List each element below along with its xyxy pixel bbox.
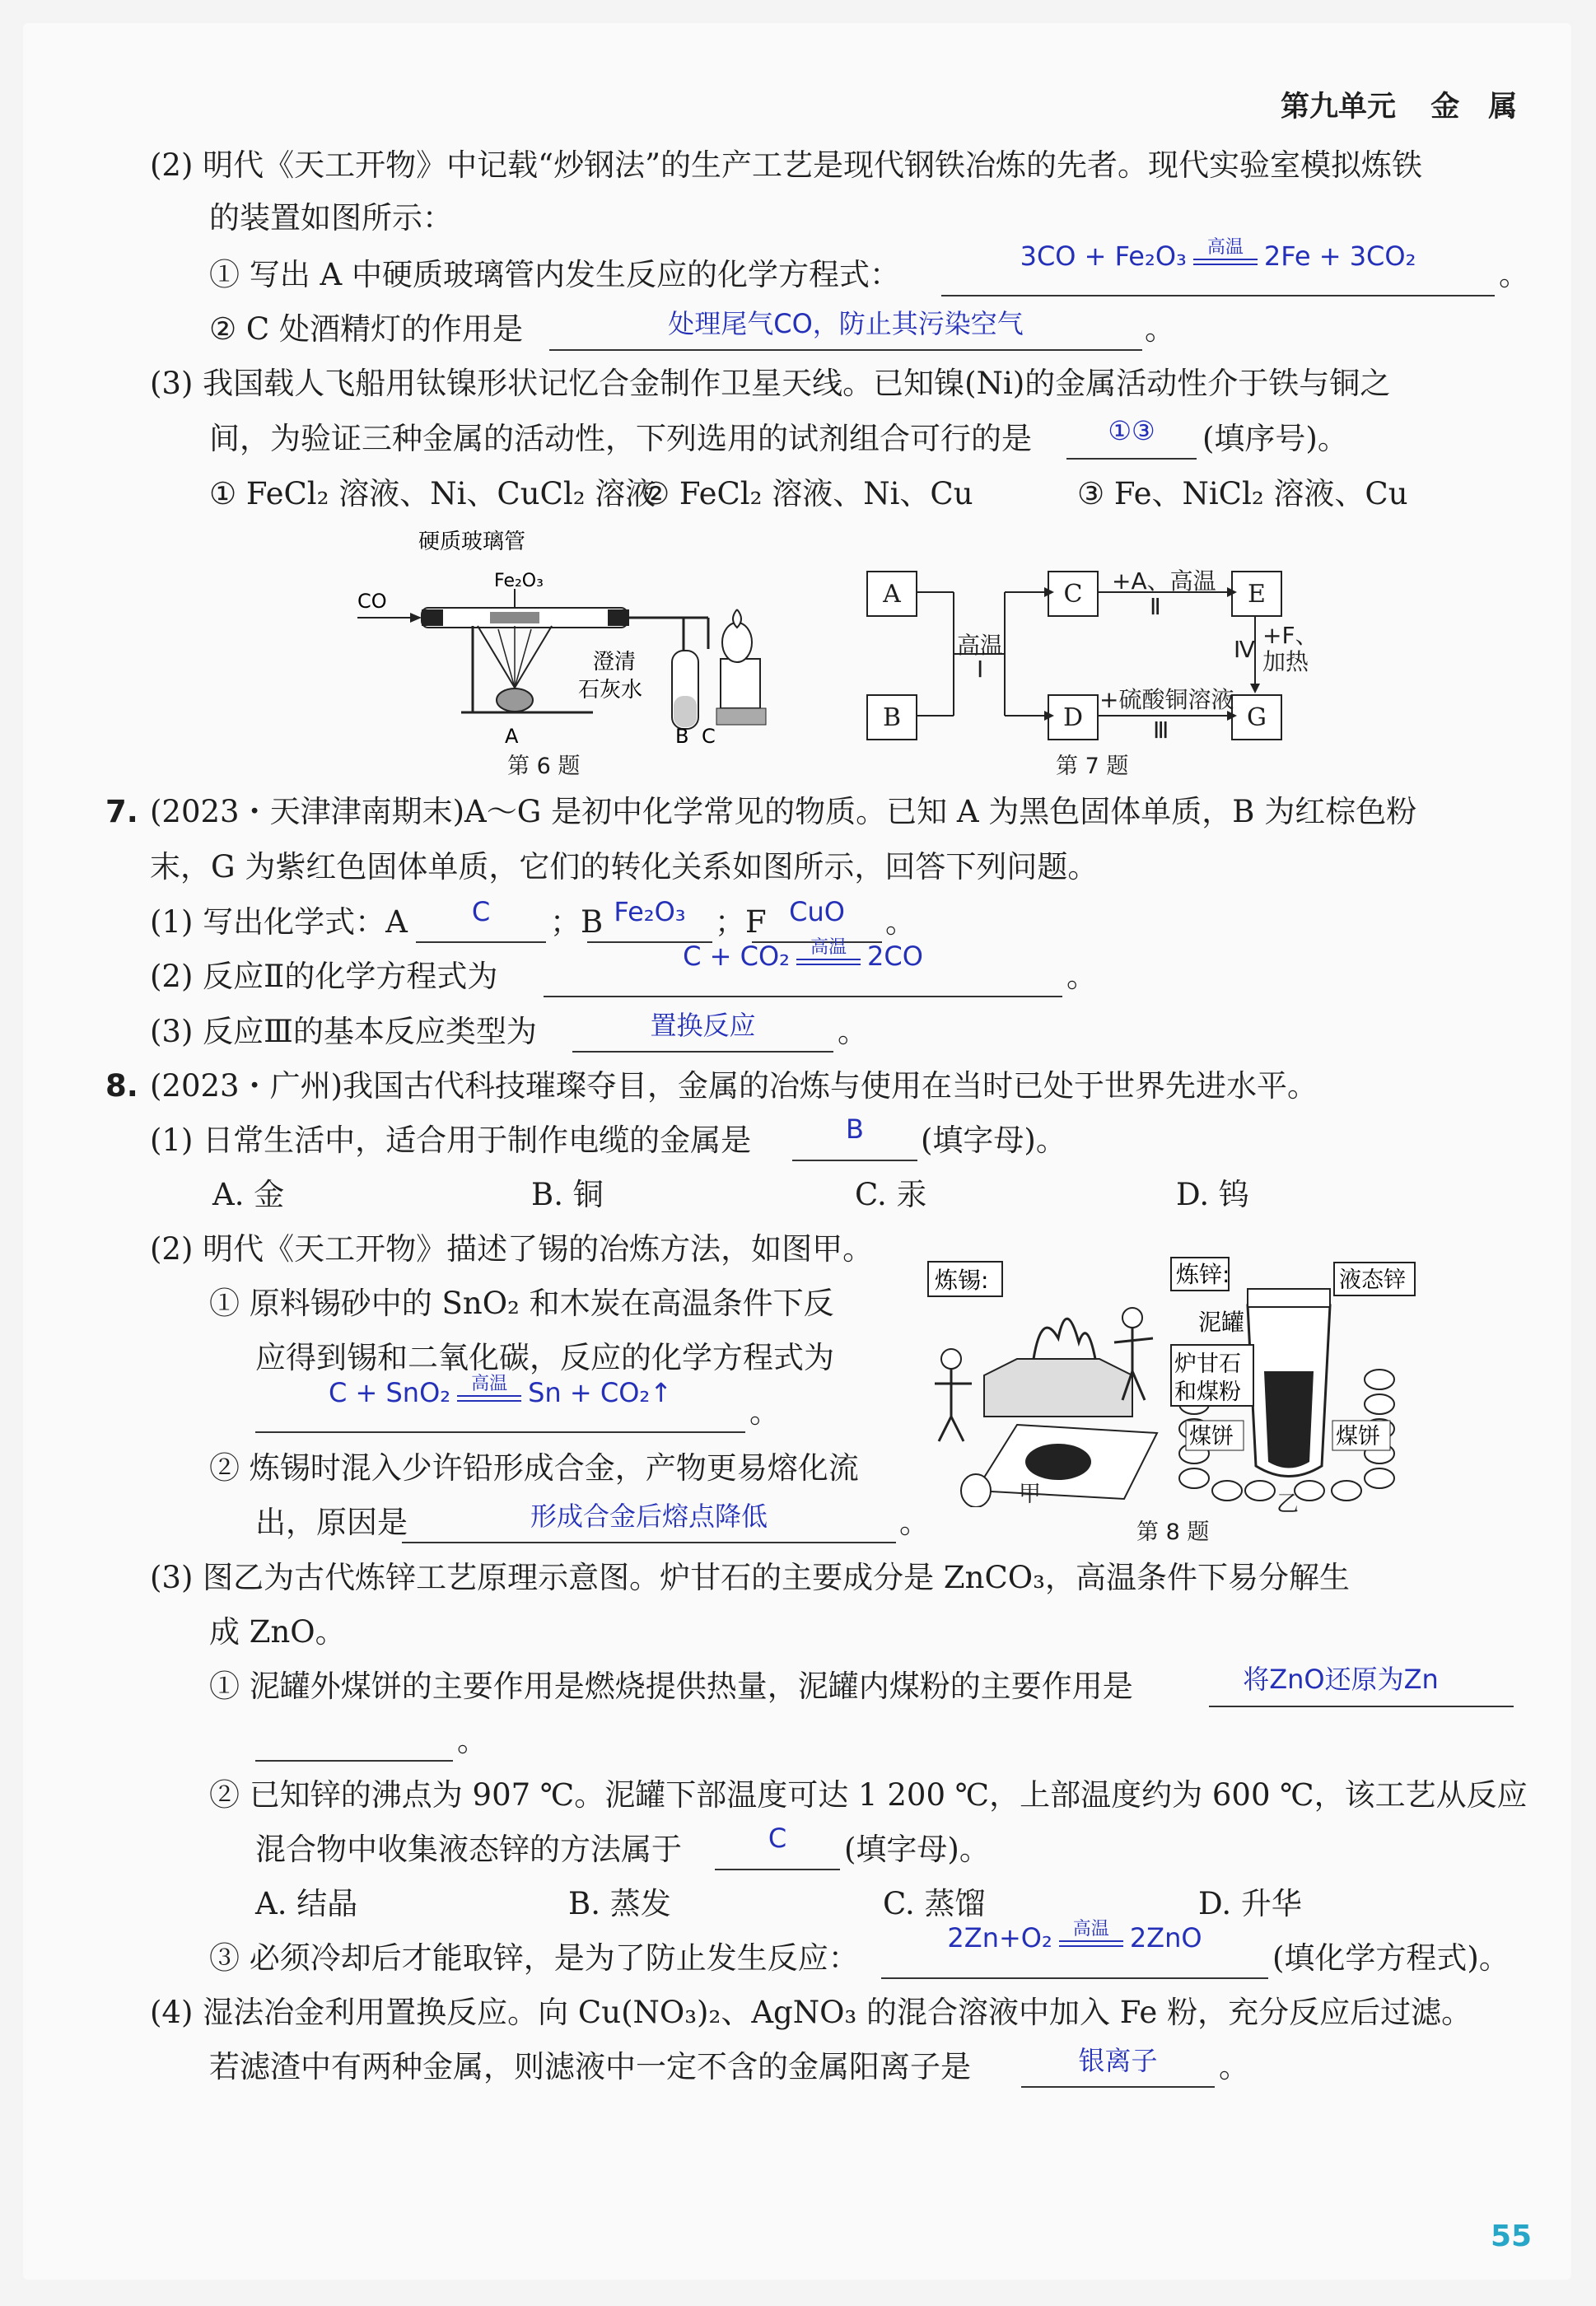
- q8-part2-sub1-line1: ① 原料锡砂中的 SnO₂ 和木炭在高温条件下反: [209, 1286, 834, 1321]
- q8-part3-sub2-line1: ② 已知锌的沸点为 907 ℃。泥罐下部温度可达 1 200 ℃，上部温度约为 600 ℃，该工艺从反应: [209, 1777, 1528, 1813]
- q6-part3-line1: (3) 我国载人飞船用钛镍形状记忆合金制作卫星天线。已知镍(Ni)的金属活动性介于铁与铜之: [150, 366, 1391, 401]
- q8-part3-sub2-answer: C: [768, 1823, 787, 1854]
- q8-part3-sub2-option-d: D. 升华: [1198, 1886, 1302, 1921]
- q6-part3-line2: 间，为验证三种金属的活动性，下列选用的试剂组合可行的是: [209, 421, 1032, 456]
- fig8-yi-mix-line2: 和煤粉: [1174, 1379, 1241, 1405]
- fig7-r4-cond2: 加热: [1262, 648, 1309, 675]
- q7-line1: (2023・天津津南期末)A～G 是初中化学常见的物质。已知 A 为黑色固体单质，B 为红棕色粉: [150, 794, 1417, 829]
- fig8-caption: 第 8 题: [1136, 1519, 1210, 1545]
- fig7-r2-cond: +A、高温: [1112, 567, 1216, 595]
- q7-part1-end: 。: [885, 904, 916, 940]
- fig7-r4-cond1: +F、: [1262, 622, 1318, 649]
- eq-right: 2ZnO: [1129, 1922, 1202, 1954]
- fig6-label-tube: 硬质玻璃管: [418, 530, 526, 554]
- fig8-yi-label: 乙: [1276, 1491, 1299, 1517]
- fig6-label-fe2o3: Fe₂O₃: [494, 571, 544, 591]
- fig6-label-limewater-2: 石灰水: [578, 678, 643, 703]
- fig8-jia-illustration: [926, 1260, 1165, 1507]
- q7-part3-blank: [572, 1051, 833, 1053]
- q8-part4-line2: 若滤渣中有两种金属，则滤液中一定不含的金属阳离子是: [209, 2049, 971, 2084]
- eq-condition: 高温: [471, 1374, 508, 1394]
- q6-sub2-blank: [549, 349, 1142, 351]
- q7-part3-text: (3) 反应Ⅲ的基本反应类型为: [150, 1014, 537, 1049]
- fig7-r3-num: Ⅲ: [1153, 717, 1169, 744]
- q8-part3-sub3-tail: (填化学方程式)。: [1272, 1940, 1510, 1976]
- q7-line2: 末，G 为紫红色固体单质，它们的转化关系如图所示，回答下列问题。: [150, 849, 1099, 885]
- fig7-box-d: D: [1048, 694, 1099, 740]
- q6-sub1-period: 。: [1499, 257, 1529, 292]
- q8-line1: (2023・广州)我国古代科技璀璨夺目，金属的冶炼与使用在当时已处于世界先进水平。: [150, 1068, 1318, 1104]
- fig6-caption: 第 6 题: [507, 754, 581, 779]
- q7-part1-text: (1) 写出化学式：A: [150, 904, 408, 940]
- fig7-box-g: G: [1231, 694, 1282, 740]
- q8-part3-sub2-option-b: B. 蒸发: [568, 1886, 671, 1921]
- q6-part2-line2: 的装置如图所示：: [209, 200, 453, 236]
- q6-sub2-period: 。: [1145, 311, 1175, 347]
- fig8-yi-coal-right: 煤饼: [1336, 1424, 1380, 1449]
- q8-part1-text: (1) 日常生活中，适合用于制作电缆的金属是: [150, 1123, 752, 1158]
- q8-part1-tail: (填字母)。: [921, 1123, 1066, 1158]
- q8-part1-answer: B: [846, 1113, 864, 1145]
- q7-answer-f: CuO: [789, 896, 845, 927]
- q8-part3-sub3-text: ③ 必须冷却后才能取锌，是为了防止发生反应：: [209, 1940, 859, 1976]
- fig6-label-a: A: [505, 725, 519, 748]
- q8-part2-sub2-line1: ② 炼锡时混入少许铅形成合金，产物更易熔化流: [209, 1450, 859, 1486]
- q8-part2-sub2-blank: [402, 1542, 896, 1543]
- q6-part3-answer: ①③: [1108, 415, 1155, 446]
- fig7-box-e: E: [1231, 571, 1282, 617]
- q6-sub2-answer: 处理尾气CO，防止其污染空气: [668, 308, 1024, 339]
- q8-part3-sub2-line2: 混合物中收集液态锌的方法属于: [255, 1832, 682, 1867]
- q7-number: 7.: [105, 794, 138, 829]
- fig8-jia-label: 甲: [1019, 1482, 1041, 1507]
- q8-part4-blank: [1021, 2086, 1215, 2088]
- page-number: 55: [1491, 2220, 1533, 2253]
- fig7-box-a: A: [866, 571, 917, 617]
- q8-part2-text: (2) 明代《天工开物》描述了锡的冶炼方法，如图甲。: [150, 1231, 874, 1267]
- fig6-apparatus: [346, 527, 774, 766]
- fig6-label-c: C: [702, 725, 716, 748]
- q6-sub1-blank: [941, 295, 1495, 296]
- q7-part3-end: 。: [838, 1014, 868, 1049]
- fig8-yi-mix-line1: 炉甘石: [1174, 1351, 1241, 1377]
- q7-answer-b: Fe₂O₃: [614, 896, 686, 927]
- q6-part2-line1: (2) 明代《天工开物》中记载“炒钢法”的生产工艺是现代钢铁冶炼的先者。现代实验室模拟炼铁: [150, 147, 1423, 183]
- q7-part2-end: 。: [1066, 959, 1097, 994]
- q8-part2-sub1-answer: [255, 1375, 745, 1408]
- q8-part2-sub2-answer: 形成合金后熔点降低: [530, 1501, 768, 1532]
- eq-left: C + SnO₂: [328, 1377, 451, 1408]
- eq-right: 2CO: [866, 941, 923, 972]
- q8-part3-sub1-blank-2: [255, 1760, 453, 1762]
- q8-part2-sub2-end: 。: [899, 1505, 930, 1540]
- q8-part3-sub2-tail: (填字母)。: [844, 1832, 990, 1867]
- fig7-box-c: C: [1048, 571, 1099, 617]
- q6-option-1: ① FeCl₂ 溶液、Ni、CuCl₂ 溶液: [209, 476, 656, 511]
- fig8-jia-title: 炼锡:: [935, 1267, 989, 1294]
- q8-part2-sub2-line2: 出，原因是: [255, 1505, 408, 1540]
- q8-part1-option-a: A. 金: [212, 1177, 285, 1212]
- fig7-r4-num: Ⅳ: [1234, 636, 1255, 663]
- unit-topic: 金 属: [1430, 91, 1518, 124]
- q7-part2-answer: [544, 939, 1062, 972]
- eq-left: C + CO₂: [683, 941, 790, 972]
- fig6-label-co: CO: [357, 590, 387, 613]
- q7-label-f: ；F: [715, 904, 767, 940]
- eq-condition: 高温: [1206, 237, 1244, 258]
- fig7-caption: 第 7 题: [1056, 754, 1129, 779]
- q6-option-3: ③ Fe、NiCl₂ 溶液、Cu: [1077, 476, 1408, 511]
- q8-part3-line2: 成 ZnO。: [209, 1614, 346, 1650]
- eq-right: Sn + CO₂↑: [528, 1377, 673, 1408]
- fig7-box-b: B: [866, 694, 917, 740]
- fig7-r2-num: Ⅱ: [1150, 593, 1161, 620]
- q8-part2-sub1-end: 。: [749, 1394, 780, 1430]
- q8-part4-line1: (4) 湿法冶金利用置换反应。向 Cu(NO₃)₂、AgNO₃ 的混合溶液中加入 Fe 粉，充分反应后过滤。: [150, 1995, 1472, 2030]
- q7-label-b: ；B: [550, 904, 604, 940]
- q8-part3-sub3-blank: [881, 1977, 1268, 1979]
- q8-part3-sub2-blank: [715, 1869, 840, 1870]
- eq-right: 2Fe + 3CO₂: [1263, 240, 1416, 272]
- q7-answer-a: C: [471, 896, 491, 927]
- q8-part3-line1: (3) 图乙为古代炼锌工艺原理示意图。炉甘石的主要成分是 ZnCO₃，高温条件下易分解生: [150, 1560, 1350, 1595]
- q8-part1-option-c: C. 汞: [855, 1177, 927, 1212]
- q6-part3-blank: [1066, 458, 1197, 460]
- eq-left: 2Zn+O₂: [947, 1922, 1052, 1954]
- unit-name: 第九单元: [1281, 91, 1397, 124]
- fig8-yi-coal-left: 煤饼: [1189, 1424, 1234, 1449]
- fig7-r3-cond: +硫酸铜溶液: [1099, 686, 1234, 713]
- q8-part3-sub3-answer: [881, 1921, 1268, 1954]
- fig8-yi-liquid-zinc: 液态锌: [1339, 1267, 1406, 1293]
- q8-part4-answer: 银离子: [1078, 2045, 1158, 2076]
- q8-part3-sub2-option-a: A. 结晶: [255, 1886, 358, 1921]
- fig7-r1-cond: 高温: [957, 632, 1004, 659]
- fig8-yi-illustration: [1169, 1256, 1416, 1503]
- q8-number: 8.: [105, 1068, 138, 1104]
- q6-sub2-text: ② C 处酒精灯的作用是: [209, 311, 524, 347]
- q8-part3-sub2-option-c: C. 蒸馏: [883, 1886, 986, 1921]
- q6-part3-tail: (填序号)。: [1202, 421, 1348, 456]
- fig6-label-b: B: [675, 725, 689, 748]
- q8-part2-sub1-blank: [255, 1431, 745, 1433]
- q7-blank-a: [416, 941, 546, 943]
- q7-part2-text: (2) 反应Ⅱ的化学方程式为: [150, 959, 498, 994]
- q6-sub1-text: ① 写出 A 中硬质玻璃管内发生反应的化学方程式：: [209, 257, 901, 292]
- q8-part3-sub1-text: ① 泥罐外煤饼的主要作用是燃烧提供热量，泥罐内煤粉的主要作用是: [209, 1669, 1133, 1704]
- fig8-yi-pot: 泥罐: [1198, 1309, 1245, 1336]
- eq-condition: 高温: [810, 937, 847, 958]
- unit-header: [1281, 84, 1517, 125]
- q7-part3-answer: 置换反应: [650, 1010, 756, 1041]
- q8-part2-sub1-line2: 应得到锡和二氧化碳，反应的化学方程式为: [255, 1340, 834, 1375]
- q8-part1-blank: [792, 1160, 917, 1161]
- fig7-r1-num: Ⅰ: [977, 656, 984, 683]
- q8-part1-option-b: B. 铜: [531, 1177, 604, 1212]
- q8-part4-end: 。: [1219, 2049, 1249, 2084]
- q8-part3-sub1-answer: 将ZnO还原为Zn: [1243, 1664, 1439, 1695]
- fig6-label-limewater-1: 澄清: [593, 650, 637, 675]
- eq-condition: 高温: [1072, 1919, 1109, 1940]
- q7-part2-blank: [544, 996, 1062, 997]
- q8-part3-sub1-end: 。: [457, 1723, 488, 1758]
- q6-option-2: ② FeCl₂ 溶液、Ni、Cu: [642, 476, 973, 511]
- fig8-yi-title: 炼锌:: [1176, 1261, 1230, 1288]
- fig6-burner-a: [497, 689, 533, 712]
- eq-left: 3CO + Fe₂O₃: [1020, 240, 1187, 272]
- q6-sub1-answer: [941, 239, 1495, 272]
- q8-part3-sub1-blank-1: [1209, 1706, 1514, 1707]
- q8-part1-option-d: D. 钨: [1176, 1177, 1249, 1212]
